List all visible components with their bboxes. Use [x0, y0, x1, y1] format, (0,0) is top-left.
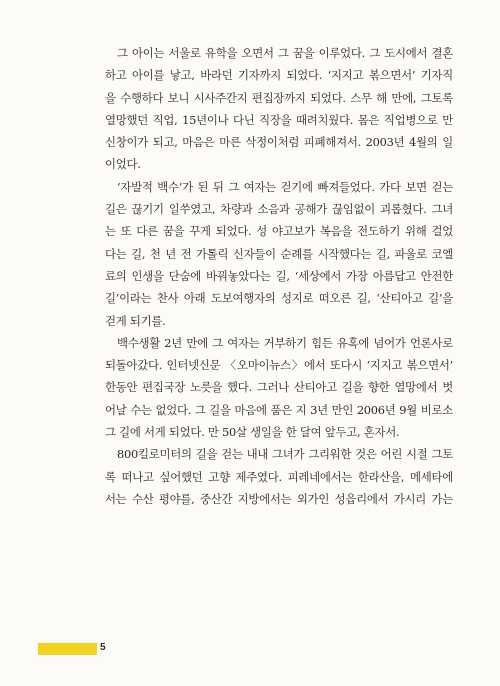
- text-line: 800킬로미터의 길을 걷는 내내 그녀가 그리워한 것은 어린 시절 그토: [117, 447, 453, 462]
- text-line: 신창이가 되고, 마음은 마른 삭정이처럼 피폐해져서. 2003년 4월의 일: [105, 135, 453, 150]
- text-line: 길은 끊기기 일쑤였고, 차량과 소음과 공해가 끊임없이 괴롭혔다. 그녀: [105, 202, 453, 217]
- text-line: 열망했던 직업, 15년이나 다닌 직장을 때려치웠다. 몸은 직업병으로 만: [105, 112, 453, 127]
- text-line: 그 아이는 서울로 유학을 오면서 그 꿈을 이루었다. 그 도시에서 결혼: [117, 46, 453, 60]
- text-line: 한동안 편집국장 노릇을 했다. 그러나 산티아고 길을 향한 열망에서 벗: [105, 380, 453, 395]
- text-line: 이었다.: [105, 157, 141, 172]
- text-line: 걷게 되기를.: [105, 313, 166, 328]
- paragraph-2: [105, 176, 453, 332]
- text-line: 는 또 다른 꿈을 꾸게 되었다. 성 야고보가 복음을 전도하기 위해 걸었: [105, 224, 453, 239]
- text-line: 되돌아갔다. 인터넷신문 〈오마이뉴스〉에서 또다시 ‘지지고 볶으면서’: [105, 358, 453, 373]
- text-line: 료의 인생을 단숨에 바꿔놓았다는 길, ‘세상에서 가장 아름답고 안전한: [105, 268, 453, 283]
- text-line: 하고 아이를 낳고, 바라던 기자까지 되었다. ‘지지고 볶으면서’ 기자직: [105, 68, 453, 83]
- paragraph-3: [105, 332, 453, 443]
- page-footer: [0, 640, 500, 660]
- page-marker-bar: [38, 643, 97, 655]
- text-line: 다는 길, 천 년 전 가톨릭 신자들이 순례를 시작했다는 길, 파울로 코엘: [105, 246, 453, 261]
- text-line: 을 수행하다 보니 시사주간지 편집장까지 되었다. 스무 해 만에, 그토록: [105, 90, 453, 105]
- page-number: 5: [100, 642, 106, 653]
- text-line: ‘자발적 백수’가 된 뒤 그 여자는 걷기에 빠져들었다. 가다 보면 걷는: [117, 179, 453, 194]
- text-line: 록 떠나고 싶어했던 고향 제주였다. 피레네에서는 한라산을, 메세타에: [105, 469, 453, 484]
- text-line: 서는 수산 평야를, 중산간 지방에서는 외가인 성읍리에서 가시리 가는: [105, 491, 453, 506]
- paragraph-4: [105, 443, 453, 510]
- text-line: 그 길에 서게 되었다. 만 50살 생일을 한 달여 앞두고, 혼자서.: [105, 425, 400, 440]
- text-line: 어날 수는 없었다. 그 길을 마음에 품은 지 3년 만인 2006년 9월 비로소: [105, 402, 453, 417]
- text-line: 길’이라는 찬사 아래 도보여행자의 성지로 떠오른 길, ‘산티아고 길’을: [105, 291, 453, 306]
- text-line: 백수생활 2년 만에 그 여자는 거부하기 힘든 유혹에 넘어가 언론사로: [117, 335, 453, 350]
- paragraph-1: [105, 42, 453, 176]
- body-text: [105, 42, 453, 510]
